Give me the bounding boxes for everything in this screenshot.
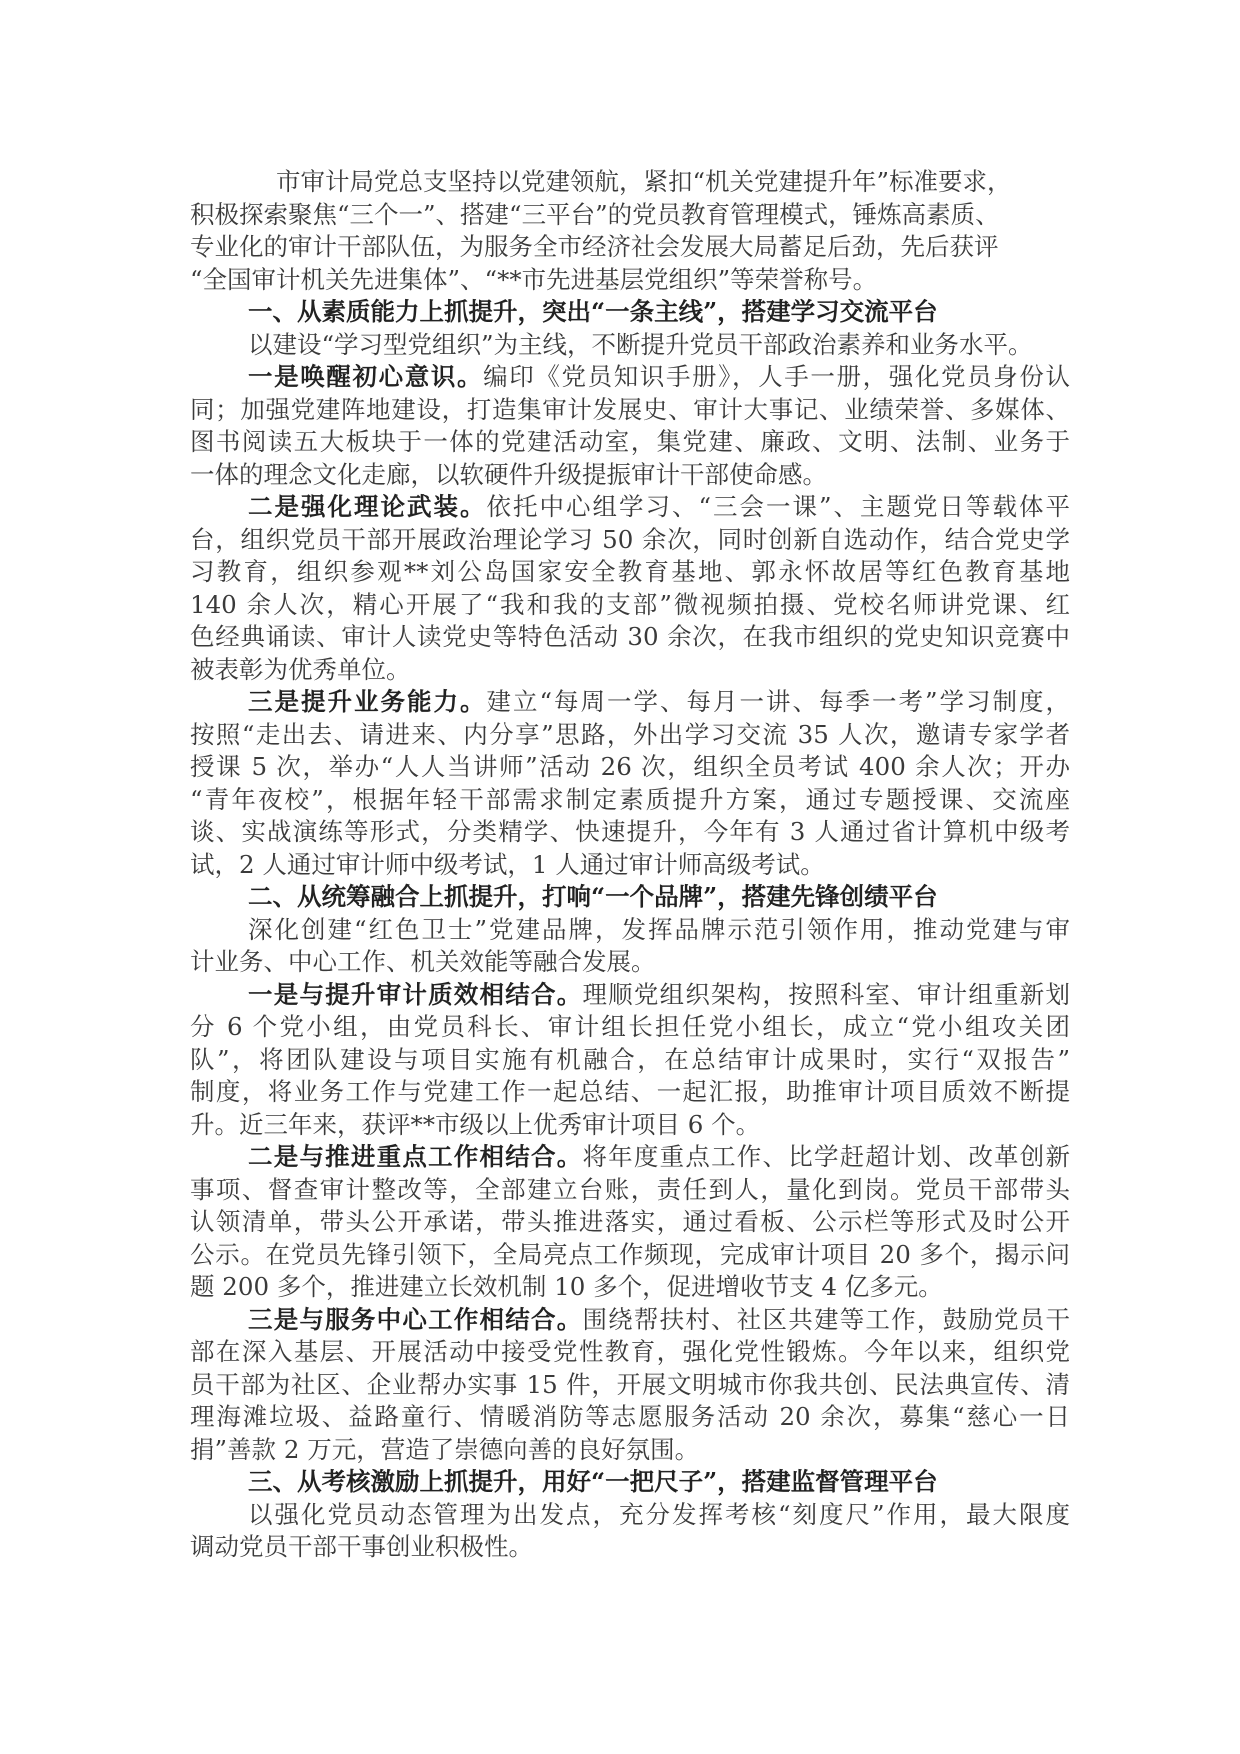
line-text: 色经典诵读、审计人读党史等特色活动 30 余次，在我市组织的党史知识竞赛中 <box>190 622 1070 651</box>
document-page <box>190 166 1070 1564</box>
paragraph-lead: 二是与推进重点工作相结合。 <box>248 1142 583 1171</box>
line-text: 习教育，组织参观**刘公岛国家安全教育基地、郭永怀故居等红色教育基地 <box>190 557 1070 586</box>
text-line <box>190 1239 1070 1272</box>
body-paragraph <box>190 979 1070 1142</box>
text-line <box>190 1466 1070 1499</box>
line-text: 图书阅读五大板块于一体的党建活动室，集党建、廉政、文明、法制、业务于 <box>190 427 1070 456</box>
body-paragraph <box>190 1499 1070 1564</box>
text-line <box>190 1174 1070 1207</box>
section-heading <box>190 296 1070 329</box>
line-text: “青年夜校”，根据年轻干部需求制定素质提升方案，通过专题授课、交流座 <box>190 784 1070 814</box>
body-paragraph <box>190 1141 1070 1304</box>
line-text: 认领清单，带头公开承诺，带头推进落实，通过看板、公示栏等形式及时公开 <box>190 1207 1070 1236</box>
body-paragraph <box>190 491 1070 686</box>
text-line <box>190 264 1070 297</box>
body-paragraph <box>190 914 1070 979</box>
text-line <box>190 1109 1070 1142</box>
text-line <box>190 1206 1070 1239</box>
text-line <box>190 1531 1070 1564</box>
line-text: 试，2 人通过审计师中级考试，1 人通过审计师高级考试。 <box>190 849 825 879</box>
section-heading <box>190 881 1070 914</box>
line-text: 建立“每周一学、每月一讲、每季一考”学习制度， <box>486 687 1070 716</box>
text-line <box>190 1141 1070 1174</box>
text-line <box>190 1401 1070 1434</box>
text-line <box>190 491 1070 524</box>
body-paragraph <box>190 1304 1070 1467</box>
text-line <box>190 686 1070 719</box>
text-line <box>190 1011 1070 1044</box>
paragraph-lead: 一是与提升审计质效相结合。 <box>248 979 583 1009</box>
text-line <box>190 719 1070 752</box>
line-text: 授课 5 次，举办“人人当讲师”活动 26 次，组织全员考试 400 余人次；开办 <box>190 752 1070 781</box>
line-text: 队”，将团队建设与项目实施有机融合，在总结审计成果时，实行“双报告” <box>190 1044 1070 1074</box>
text-line <box>190 1336 1070 1369</box>
line-text: 围绕帮扶村、社区共建等工作，鼓励党员干 <box>582 1304 1071 1334</box>
text-line <box>190 881 1070 914</box>
text-line <box>190 621 1070 654</box>
line-text: 专业化的审计干部队伍，为服务全市经济社会发展大局蓄足后劲，先后获评 <box>190 232 999 261</box>
text-line <box>190 394 1070 427</box>
text-line <box>190 589 1070 622</box>
intro-paragraph <box>190 166 1070 296</box>
body-paragraph <box>190 686 1070 881</box>
line-text: 编印《党员知识手册》，人手一册，强化党员身份认 <box>483 362 1071 391</box>
line-text: 一体的理念文化走廊，以软硬件升级提振审计干部使命感。 <box>190 459 827 489</box>
line-text: 理海滩垃圾、益路童行、情暖消防等志愿服务活动 20 余次，募集“慈心一日 <box>190 1402 1070 1431</box>
paragraph-lead: 二是强化理论武装。 <box>248 492 487 521</box>
line-text: 市审计局党总支坚持以党建领航，紧扣“机关党建提升年”标准要求， <box>276 167 1012 196</box>
line-text: 将年度重点工作、比学赶超计划、改革创新 <box>582 1142 1071 1171</box>
text-line <box>190 199 1070 232</box>
line-text: 捐”善款 2 万元，营造了崇德向善的良好氛围。 <box>190 1434 700 1464</box>
line-text: 谈、实战演练等形式，分类精学、快速提升，今年有 3 人通过省计算机中级考 <box>190 817 1070 846</box>
line-text: 深化创建“红色卫士”党建品牌，发挥品牌示范引领作用，推动党建与审 <box>248 914 1070 944</box>
line-text: 依托中心组学习、“三会一课”、主题党日等载体平 <box>486 492 1070 521</box>
text-line <box>190 946 1070 979</box>
line-text: 二、从统筹融合上抓提升，打响“一个品牌”，搭建先锋创绩平台 <box>248 882 938 911</box>
text-line <box>190 784 1070 817</box>
line-text: 题 200 多个，推进建立长效机制 10 多个，促进增收节支 4 亿多元。 <box>190 1272 943 1301</box>
line-text: 台，组织党员干部开展政治理论学习 50 余次，同时创新自选动作，结合党史学 <box>190 524 1070 554</box>
line-text: 计业务、中心工作、机关效能等融合发展。 <box>190 947 656 976</box>
text-line <box>190 751 1070 784</box>
text-line <box>190 1076 1070 1109</box>
text-line <box>190 1304 1070 1337</box>
line-text: 升。近三年来，获评**市级以上优秀审计项目 6 个。 <box>190 1109 761 1139</box>
text-line <box>190 849 1070 882</box>
text-line <box>190 1434 1070 1467</box>
text-line <box>190 524 1070 557</box>
line-text: 调动党员干部干事创业积极性。 <box>190 1532 533 1561</box>
text-line <box>190 1271 1070 1304</box>
text-line <box>190 1044 1070 1077</box>
text-line <box>190 166 1070 199</box>
body-paragraph <box>190 329 1070 362</box>
line-text: 事项、督查审计整改等，全部建立台账，责任到人，量化到岗。党员干部带头 <box>190 1174 1070 1204</box>
line-text: 140 余人次，精心开展了“我和我的支部”微视频拍摄、党校名师讲党课、红 <box>190 589 1070 619</box>
body-paragraph <box>190 361 1070 491</box>
text-line <box>190 979 1070 1012</box>
line-text: 积极探索聚焦“三个一”、搭建“三平台”的党员教育管理模式，锤炼高素质、 <box>190 199 1000 229</box>
line-text: 公示。在党员先锋引领下，全局亮点工作频现，完成审计项目 20 多个，揭示问 <box>190 1239 1070 1269</box>
line-text: 同；加强党建阵地建设，打造集审计发展史、审计大事记、业绩荣誉、多媒体、 <box>190 394 1070 424</box>
text-line <box>190 654 1070 687</box>
text-line <box>190 426 1070 459</box>
text-line <box>190 1499 1070 1532</box>
line-text: 部在深入基层、开展活动中接受党性教育，强化党性锻炼。今年以来，组织党 <box>190 1337 1070 1366</box>
text-line <box>190 914 1070 947</box>
line-text: “全国审计机关先进集体”、“**市先进基层党组织”等荣誉称号。 <box>190 264 878 294</box>
paragraph-lead: 一是唤醒初心意识。 <box>248 362 484 391</box>
line-text: 三、从考核激励上抓提升，用好“一把尺子”，搭建监督管理平台 <box>248 1467 938 1496</box>
line-text: 被表彰为优秀单位。 <box>190 654 411 684</box>
text-line <box>190 296 1070 329</box>
line-text: 按照“走出去、请进来、内分享”思路，外出学习交流 35 人次，邀请专家学者 <box>190 719 1070 749</box>
paragraph-lead: 三是与服务中心工作相结合。 <box>248 1304 583 1334</box>
text-line <box>190 361 1070 394</box>
text-line <box>190 556 1070 589</box>
text-line <box>190 1369 1070 1402</box>
text-line <box>190 816 1070 849</box>
line-text: 制度，将业务工作与党建工作一起总结、一起汇报，助推审计项目质效不断提 <box>190 1077 1070 1106</box>
text-line <box>190 231 1070 264</box>
line-text: 以强化党员动态管理为出发点，充分发挥考核“刻度尺”作用，最大限度 <box>248 1499 1070 1529</box>
section-heading <box>190 1466 1070 1499</box>
line-text: 分 6 个党小组，由党员科长、审计组长担任党小组长，成立“党小组攻关团 <box>190 1012 1070 1041</box>
line-text: 一、从素质能力上抓提升，突出“一条主线”，搭建学习交流平台 <box>248 297 938 326</box>
line-text: 以建设“学习型党组织”为主线，不断提升党员干部政治素养和业务水平。 <box>248 329 1033 359</box>
line-text: 员干部为社区、企业帮办实事 15 件，开展文明城市你我共创、民法典宣传、清 <box>190 1369 1070 1399</box>
line-text: 理顺党组织架构，按照科室、审计组重新划 <box>582 979 1071 1009</box>
paragraph-lead: 三是提升业务能力。 <box>248 687 487 716</box>
text-line <box>190 329 1070 362</box>
text-line <box>190 459 1070 492</box>
